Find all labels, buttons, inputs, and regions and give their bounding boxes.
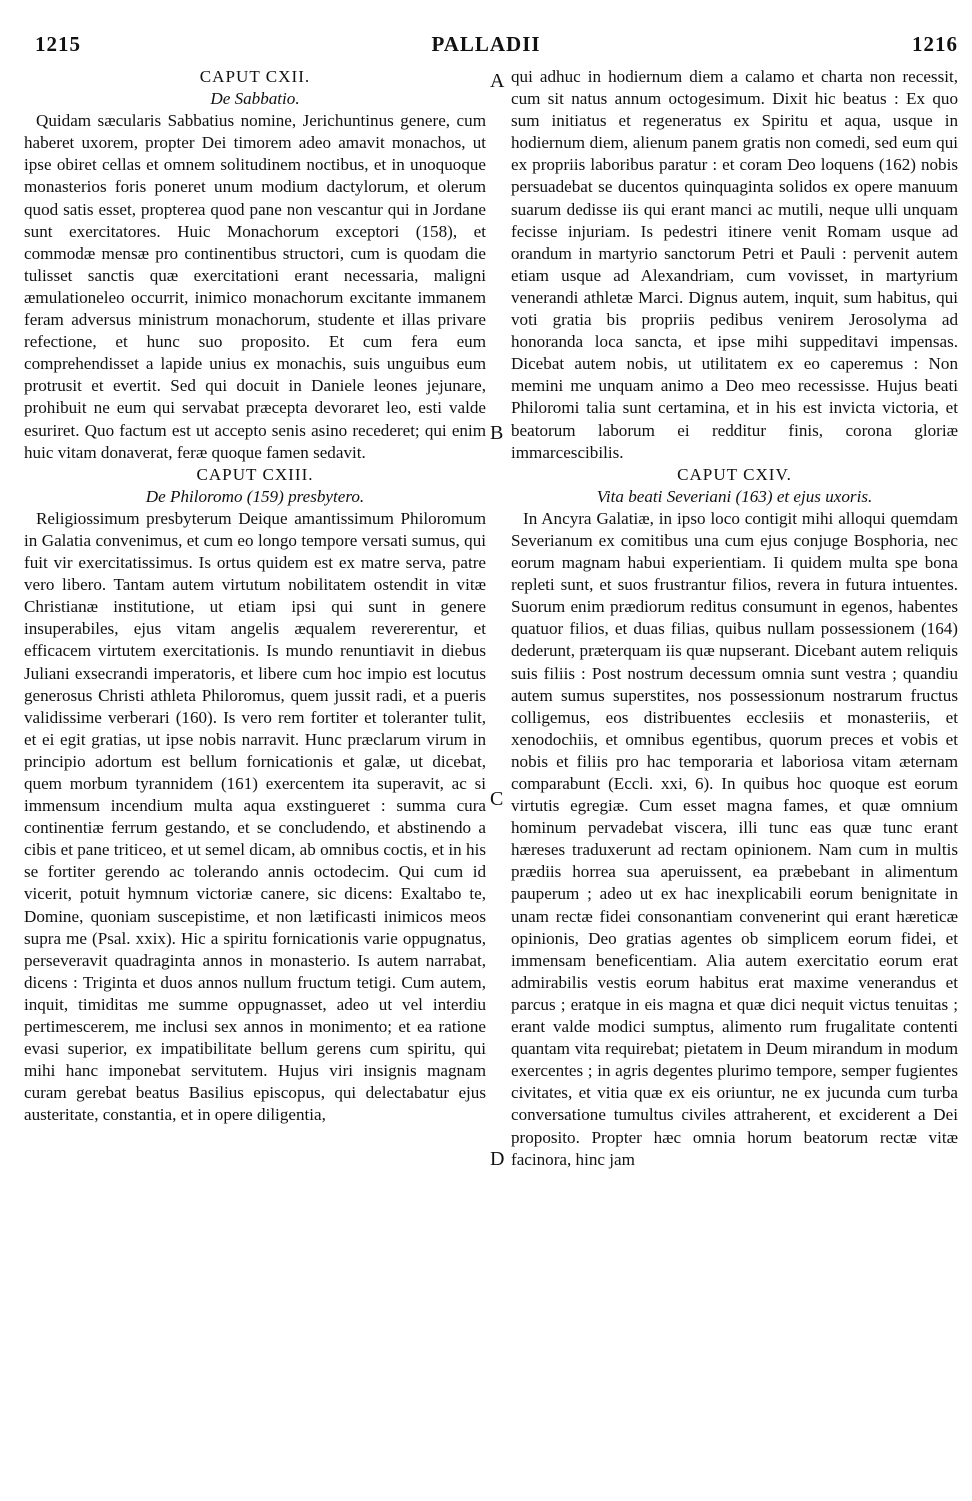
left-column [24,66,486,1127]
chapter-subtitle-112: De Sabbatio. [210,89,300,109]
paragraph-severianus: In Ancyra Galatiæ, in ipso loco contigit mihi alloqui quemdam Severianum ex comitibus una cum ejus conjuge Bosphoria, nec eorum magnam habui experientiam. Ii quidem multa spe bona repleti sunt, et suos frustrantur filios, revera in futura intuentes. Suorum enim prædiorum reditus consumunt in egenos, habentes quatuor filios, et duas filias, quibus nullam possessionem (164) dederunt, præterquam iis quæ nupserant. Dicebant autem reliquis suis filiis : Post nostrum decessum omnia sunt vestra ; quandiu autem sumus superstites, nos possessionum nostrarum fructus colligemus, eos distribuentes ecclesiis et monasteriis, et xenodochiis, et omnibus egentibus, quorum preces et vobis et nobis et filiis pro hac temporaria et laboriosa vitam æternam comparabunt (Eccli. xxi, 6). In quibus hoc quoque est eorum virtutis egregiæ. Cum esset magna fames, et quæ omnium hominum pervadebat viscera, illi tunc eas quæ tunc erant hæreses traduxerunt ad rectam opinionem. Nam cum in multis prædiis horrea sua aperuissent, ea præbebant in alimentum pauperum ; adeo ut ex hac inexplicabili eorum benignitate in unam rectæ fidei consonantiam convenerint qui erant hæreticæ opinionis, Deo gratias agentes ob simplicem eorum fidei, et immensam beneficentiam. Alia autem exercitatio eorum erat admirabilis vestis eorum habitus erat maxime venerandus et parcus ; eratque in eis magna et quæ dici nequit victus tenuitas ; erant valde modici sumptus, alimento rum frugalitate contenti quantam vita requirebat; pietatem in Deum mirandum in modum exercentes ; in agris degentes plurimo tempore, semper fugientes civitates, et vitia quæ ex eis oriuntur, ne ex jucunda cum turba conversatione tumultus civiles attraherent, et exciderent a Dei proposito. Propter hæc omnia horum beatorum rectæ vitæ facinora, hinc jam [511,508,958,1169]
right-page-number: 1216 [912,32,958,56]
margin-letter-b: B [490,422,504,444]
chapter-heading-113: CAPUT CXIII. [196,464,314,484]
margin-letter-c: C [490,788,504,810]
chapter-heading-114: CAPUT CXIV. [677,464,792,484]
paragraph-philoromus-continued: qui adhuc in hodiernum diem a calamo et charta non recessit, cum sit natus annum octogesimum. Dixit hic beatus : Ex quo sum initiatus et regeneratus ex Spiritu et aqua, usque in hodiernum diem, alienum panem gratis non comedi, sed eum qui ex propriis laboribus paratur : et coram Deo loquens (162) nobis persuadebat se ducentos quinquaginta solidos ex opere manuum suarum dedisse iis qui erant manci ac mutili, neque ulli unquam fecisse injuriam. Is pedestri itinere venit Romam usque ad orandum in martyrio sanctorum Petri et Pauli : pervenit autem etiam usque ad Alexandriam, cum vovisset, in martyrium venerandi athletæ Marci. Dignus autem, inquit, sum habitus, qui voti gratia bis propriis pedibus venirem Jerosolyma ad honoranda loca sancta, et ipse mihi suppeditavi impensas. Dicebat autem nobis, ut utilitatem ex eo caperemus : Non memini me unquam animo a Deo meo recessisse. Hujus beati Philoromi talia sunt certamina, et in his est invicta victoria, et beatorum laborum ei redditur finis, corona gloriæ immarcescibilis. [511,67,958,462]
running-title: PALLADII [431,32,541,56]
margin-letter-a: A [490,70,505,92]
chapter-subtitle-114: Vita beati Severiani (163) et ejus uxoris. [596,486,873,506]
chapter-heading-112: CAPUT CXII. [199,67,311,86]
running-header [0,32,972,62]
paragraph-philoromus: Religiossimum presbyterum Deique amantissimum Philoromum in Galatia convenimus, et cum eo longo tempore versati sumus, qui fuit vir exercitatissimus. Is ortus quidem est ex matre serva, patre vero libero. Tantam autem virtutum nobilitatem ostendit in vitæ Christianæ institutione, ut etiam ipsi qui sunt in genere insuperabiles, ejus vitam angelis æqualem revererentur, et efficacem virtutem exercitationis. Is mundo renuntiavit in diebus Juliani exsecrandi imperatoris, et libere cum hoc impio est locutus generosus Christi athleta Philoromus, quem jussit radi, et a pueris validissime verberari (160). Is vero rem fortiter et toleranter tulit, et ei egit gratias, ut ipse nobis narravit. Hunc præclarum virum in principio adortum est bellum fornicationis et galæ, ut dicebat, quem morbum tyrannidem (161) exercentem ita superavit, ac si immensum incendium multa aqua exstingueret : summa cura continentiæ ferrum gestando, et se concludendo, et abstinendo a cibis et pane triticeo, et ut semel dicam, ab omnibus coctis, et in his se fortiter gerendo ac tolerando annis octodecim. Qui cum id vicerit, potuit hymnum victoriæ canere, sic dicens: Exaltabo te, Domine, quoniam suscepistime, et non lætificasti inimicos meos supra me (Psal. xxix). Hic a spiritu fornicationis varie oppugnatus, perseveravit quadraginta annos in monasterio. Is autem narrabat, dicens : Triginta et duos annos nullum fructum tetigi. Cum autem, inquit, timiditas me summe oppugnasset, adeo ut vel interdiu pertimescerem, me inclusi sex annos in monimento; et ea ratione evasi superior, ex impatibilitate bellum gerens cum spiritu, qui mihi hanc imponebat servitutem. Hujus viri insignis magnam curam gerebat beatus Basilius episcopus, qui delectabatur ejus austeritate, constantia, et in opere diligentia, [24,508,486,1125]
left-page-number: 1215 [35,32,81,56]
chapter-subtitle-113: De Philoromo (159) presbytero. [145,486,365,506]
paragraph-sabbatius: Quidam sæcularis Sabbatius nomine, Jerichuntinus genere, cum haberet uxorem, propter Dei timorem adeo amavit monachos, ut ipse obiret cellas et omnem solitudinem noctibus, et in unoquoque monasterios foris poneret unum modium dactylorum, et olerum quod satis esset, propterea quod pane non vescantur qui in Jordane sunt exercitatores. Huic Monachorum exceptori (158), et commodæ mensæ pro continentibus structori, cum is quodam die tulisset sanctis quæ exercitationi erant necessaria, maligni æmulationeleo occurrit, inimico monachorum excitante immanem feram adversus ministrum monachorum, studente et illas privare refectione, et hunc suo proposito. Et cum fera eum comprehendisset a lapide unius ex monachis, suis unguibus eum protrusit et evertit. Sed qui docuit in Daniele leones jejunare, prohibuit ne eum qui servabat præcepta devoraret leo, esti valde esuriret. Quo factum est ut accepto senis asino recederet; qui enim huic vitam donaverat, feræ quoque famen sedavit. [24,111,486,462]
margin-letter-d: D [490,1148,505,1170]
right-column [511,66,958,1171]
